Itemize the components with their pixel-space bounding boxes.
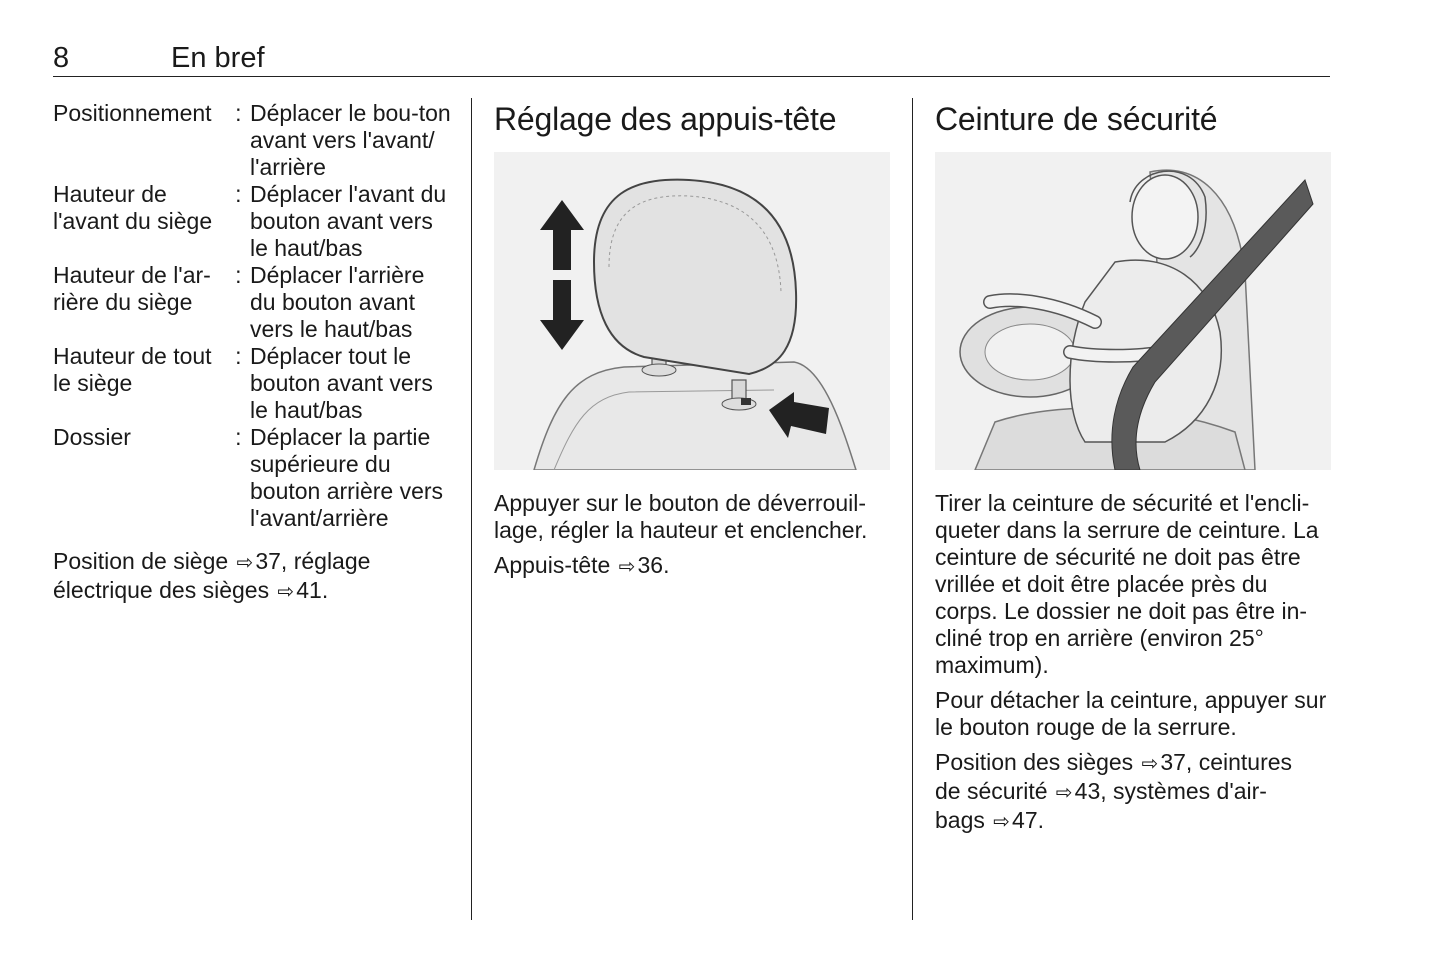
seat-settings-table: [53, 100, 453, 532]
column-divider: [912, 98, 913, 920]
table-row: [53, 100, 453, 181]
separator: :: [235, 100, 242, 126]
table-row: [53, 343, 453, 424]
setting-description: Déplacer l'avant du bouton avant vers le haut/bas: [249, 181, 447, 261]
reference-text: électrique des sièges: [53, 577, 270, 603]
reference-link[interactable]: 43, systèmes d'air-: [1074, 778, 1267, 804]
headrest-heading: Réglage des appuis-tête: [494, 101, 837, 137]
separator: :: [235, 262, 242, 288]
reference-link[interactable]: 36.: [637, 552, 670, 578]
reference-text: Position des sièges: [935, 749, 1134, 775]
page-reference-arrow-icon: ⇨: [277, 581, 295, 603]
reference-text: bags: [935, 807, 985, 833]
page-header: [53, 40, 1330, 77]
page-reference-arrow-icon: ⇨: [1141, 753, 1159, 775]
page-reference-arrow-icon: ⇨: [993, 811, 1011, 833]
separator: :: [235, 181, 242, 207]
headrest-column: [494, 100, 890, 589]
seatbelt-heading: Ceinture de sécurité: [935, 101, 1218, 137]
headrest-instructions: Appuyer sur le bouton de déverrouil-lage, régler la hauteur et enclencher.: [494, 490, 868, 543]
setting-term: Hauteur de l'avant du siège: [53, 181, 213, 234]
setting-term: Positionnement: [53, 100, 212, 126]
cross-reference-paragraph: [494, 552, 890, 581]
table-row: [53, 424, 453, 532]
seatbelt-column: [935, 100, 1333, 844]
setting-description: Déplacer tout le bouton avant vers le haut/bas: [249, 343, 433, 423]
reference-link[interactable]: 37, ceintures: [1160, 749, 1293, 775]
column-divider: [471, 98, 472, 920]
page-reference-arrow-icon: ⇨: [1055, 782, 1073, 804]
page-number: 8: [53, 42, 70, 74]
setting-description: Déplacer l'arrière du bouton avant vers le haut/bas: [249, 262, 425, 342]
seatbelt-illustration: [935, 152, 1331, 470]
table-row: [53, 181, 453, 262]
cross-reference-paragraph: [935, 749, 1333, 836]
cross-reference-paragraph: [53, 548, 453, 606]
reference-text: Position de siège: [53, 548, 229, 574]
setting-term: Hauteur de l'ar-rière du siège: [53, 262, 211, 315]
setting-term: Dossier: [53, 424, 131, 450]
section-title: En bref: [171, 42, 265, 74]
seatbelt-release-instructions: Pour détacher la ceinture, appuyer sur le bouton rouge de la serrure.: [935, 687, 1327, 740]
separator: :: [235, 424, 242, 450]
reference-text: Appuis-tête: [494, 552, 611, 578]
reference-link[interactable]: 47.: [1012, 807, 1045, 833]
reference-text: de sécurité: [935, 778, 1048, 804]
page-reference-arrow-icon: ⇨: [236, 552, 254, 574]
table-row: [53, 262, 453, 343]
seat-adjustment-column: [53, 100, 453, 606]
reference-link[interactable]: 41.: [296, 577, 329, 603]
setting-description: Déplacer le bou-ton avant vers l'avant/ l'arrière: [249, 100, 451, 180]
separator: :: [235, 343, 242, 369]
seatbelt-instructions: Tirer la ceinture de sécurité et l'encli-queter dans la serrure de ceinture. La ceinture de sécurité ne doit pas être vrillée et doit être placée près du corps. Le dossier ne doit pas être in-cliné trop en arrière (environ 25° maximum).: [935, 490, 1319, 678]
page-reference-arrow-icon: ⇨: [618, 556, 636, 578]
headrest-illustration: [494, 152, 890, 470]
reference-link[interactable]: 37, réglage: [255, 548, 371, 574]
setting-description: Déplacer la partie supérieure du bouton arrière vers l'avant/arrière: [249, 424, 444, 531]
setting-term: Hauteur de tout le siège: [53, 343, 212, 396]
